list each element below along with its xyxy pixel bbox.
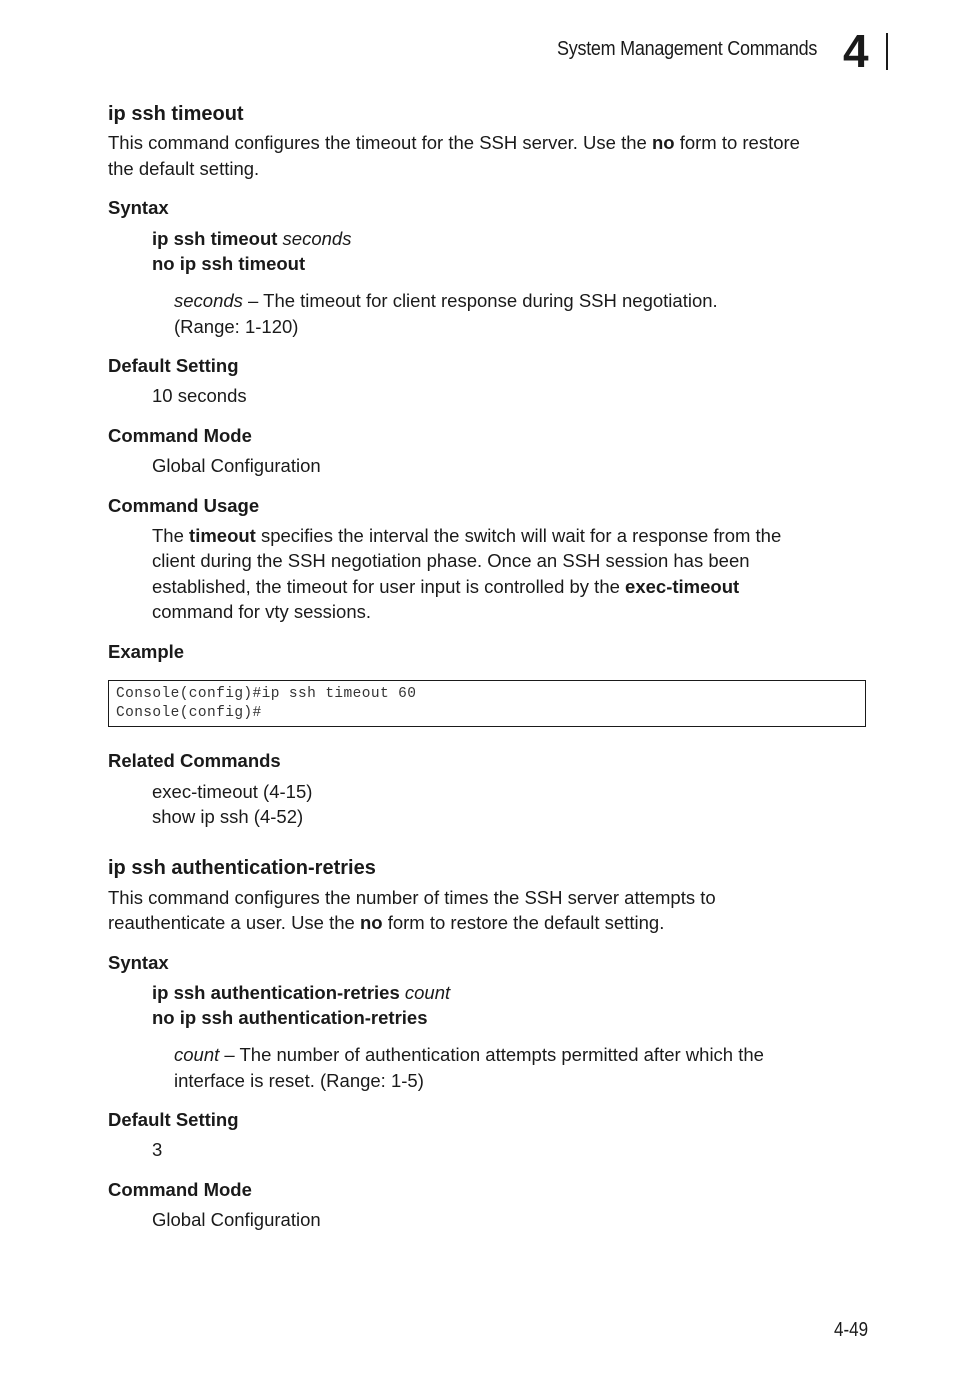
syntax-heading: Syntax (108, 952, 169, 973)
chapter-rule (886, 33, 888, 70)
command-mode-value: Global Configuration (152, 455, 321, 476)
parameter-range: (Range: 1-120) (174, 316, 299, 337)
code-line-1: Console(config)#ip ssh timeout 60 (116, 686, 417, 702)
command-mode-heading: Command Mode (108, 1179, 252, 1200)
related-commands-heading: Related Commands (108, 750, 281, 771)
syntax-command: ip ssh authentication-retries count (152, 982, 451, 1003)
page-number: 4-49 (833, 1319, 868, 1341)
syntax-command: ip ssh timeout seconds (152, 228, 352, 249)
section-title-ip-ssh-timeout: ip ssh timeout (108, 103, 244, 125)
parameter-description: seconds – The timeout for client response during SSH negotiation. (174, 290, 718, 311)
default-setting-value: 3 (152, 1139, 163, 1160)
related-command-2: show ip ssh (4-52) (152, 806, 304, 827)
command-usage-heading: Command Usage (108, 495, 260, 516)
command-mode-heading: Command Mode (108, 425, 252, 446)
command-usage-line-4: command for vty sessions. (152, 601, 371, 622)
example-heading: Example (108, 641, 185, 662)
code-example-box (108, 680, 866, 727)
command-usage-line-1: The timeout specifies the interval the switch will wait for a response from the (152, 525, 782, 546)
section-title-ip-ssh-authentication-retries: ip ssh authentication-retries (108, 857, 376, 879)
default-setting-heading: Default Setting (108, 1109, 239, 1130)
section-intro: This command configures the number of times the SSH server attempts to (108, 887, 716, 908)
section-intro-cont: reauthenticate a user. Use the no form to restore the default setting. (108, 912, 665, 933)
command-usage-line-3: established, the timeout for user input is controlled by the exec-timeout (152, 576, 740, 597)
syntax-no-command: no ip ssh timeout (152, 253, 306, 274)
default-setting-value: 10 seconds (152, 385, 247, 406)
chapter-number: 4 (843, 25, 869, 77)
default-setting-heading: Default Setting (108, 355, 239, 376)
parameter-description: count – The number of authentication attempts permitted after which the (174, 1044, 764, 1065)
related-command-1: exec-timeout (4-15) (152, 781, 313, 802)
running-header: System Management Commands (557, 38, 818, 60)
parameter-range: interface is reset. (Range: 1-5) (174, 1070, 424, 1091)
section-intro-cont: the default setting. (108, 158, 260, 179)
code-line-2: Console(config)# (116, 705, 262, 721)
command-usage-line-2: client during the SSH negotiation phase. Once an SSH session has been (152, 550, 750, 571)
syntax-no-command: no ip ssh authentication-retries (152, 1007, 428, 1028)
command-mode-value: Global Configuration (152, 1209, 321, 1230)
section-intro: This command configures the timeout for the SSH server. Use the no form to restore (108, 132, 800, 153)
syntax-heading: Syntax (108, 197, 169, 218)
